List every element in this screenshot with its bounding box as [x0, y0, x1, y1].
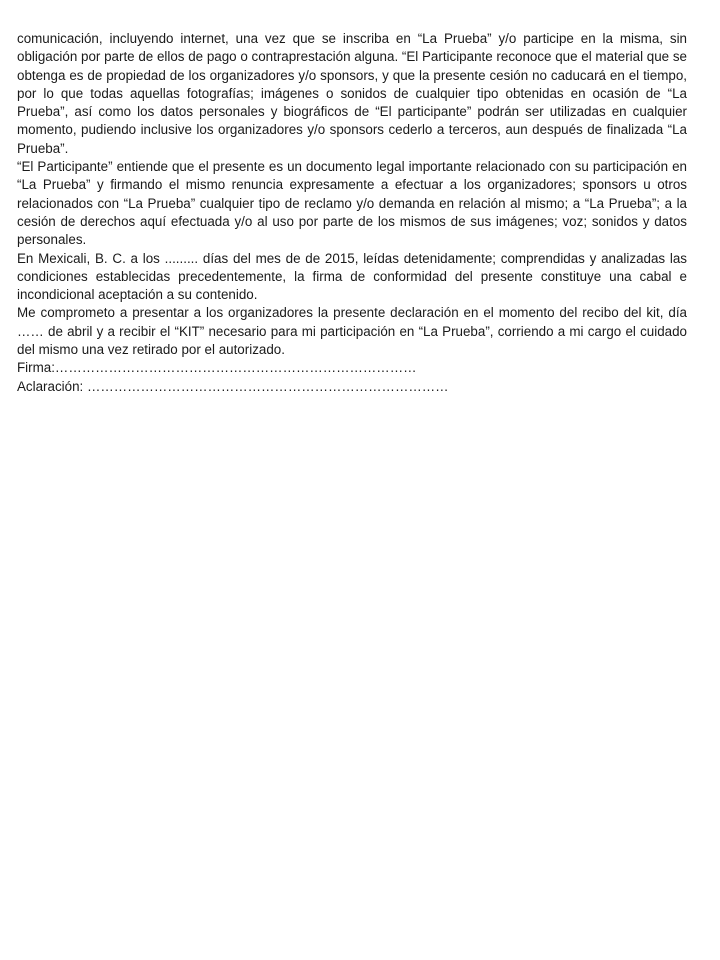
- document-body: [17, 30, 687, 396]
- clarification-line: Aclaración: ………………………………………………………………………: [17, 378, 449, 394]
- paragraph-waiver: “El Participante” entiende que el presente es un documento legal importante relacionado con su participación en “La Prueba” y firmando el mismo renuncia expresamente a efectuar a los organizadores; sponsors u otros relacionados con “La Prueba” cualquier tipo de reclamo y/o demanda en relación al mismo; a “La Prueba”; a la cesión de derechos aquí efectuada y/o al uso por parte de los mismos de sus imágenes; voz; sonidos y datos personales.: [17, 159, 687, 248]
- paragraph-acceptance: En Mexicali, B. C. a los ......... días del mes de de 2015, leídas detenidamente; comprendidas y analizadas las condiciones establecidas precedentemente, la firma de conformidad del presente constituye una cabal e incondicional aceptación a su contenido.: [17, 250, 687, 303]
- signature-line: Firma:………………………………………………………………………: [17, 360, 417, 376]
- paragraph-image-rights: comunicación, incluyendo internet, una vez que se inscriba en “La Prueba” y/o participe en la misma, sin obligación por parte de ellos de pago o contraprestación alguna. “El Participante reconoce que el material que se obtenga es de propiedad de los organizadores y/o sponsors, y que la presente cesión no caducará en el tiempo, por lo que todas aquellas fotografías; imágenes o sonidos de cualquier tipo obtenidas en ocasión de “La Prueba”, así como los datos personales y biográficos de “El participante” podrán ser utilizadas en cualquier momento, pudiendo inclusive los organizadores y/o sponsors cederlo a terceros, aun después de finalizada “La Prueba”.: [17, 31, 687, 156]
- paragraph-kit-commitment: Me comprometo a presentar a los organizadores la presente declaración en el momento del recibo del kit, día …… de abril y a recibir el “KIT” necesario para mi participación en “La Prueba”, corriendo a mi cargo el cuidado del mismo una vez retirado por el autorizado.: [17, 305, 687, 358]
